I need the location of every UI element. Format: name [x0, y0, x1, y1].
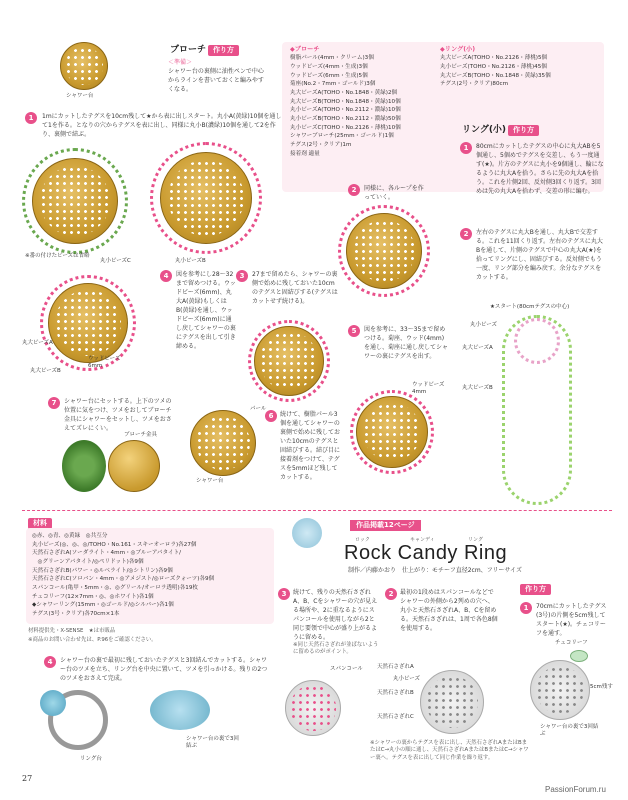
- rc-step-3: [278, 588, 290, 600]
- leaf-illustration: [570, 650, 588, 662]
- label-rc-shower-back: シャワー台の裏で3回結ぶ: [540, 724, 599, 738]
- brooch-step-1: [25, 112, 37, 124]
- step-number: 5: [348, 325, 360, 337]
- ring-small-step-2: [460, 228, 472, 240]
- ring-small-step-1-text: 80cmにカットしたテグスの中心に丸大ABを5個通し、5個めでテグスを交差し、もう一度通す(★)。片方のテグスに丸小を9個通し、輪になるように丸大Aを拾う。さらに先の丸大Aを拾う。これを片側2回、反対側3回くり返す。3回めは先の丸大Aを拾わず、交差の形に編む。: [476, 143, 604, 195]
- materials-brooch-head: ◆ブローチ: [290, 46, 320, 53]
- brooch-prep: [168, 58, 268, 94]
- ring-small-howto-tag: 作り方: [508, 125, 539, 136]
- rock-candy-title: Rock Candy Ring: [344, 542, 508, 564]
- brooch-step-1-text: 1mにカットしたテグスを10cm残して★から表に出しスタート。丸小A(黄緑)10個を通して1を作る。となりの穴からテグスを表に出し、同様に丸小B(濃緑)10個を通して2を作り、裏側で結ぶ。: [42, 113, 282, 138]
- step-number: 4: [44, 656, 56, 668]
- label-wood-6mm: ウッドビーズ 6mm: [88, 356, 121, 370]
- materials-ring-box: [26, 528, 274, 624]
- mat-line: 丸大ビーズA(TOHO・No.2126・薄桃)5個: [440, 55, 548, 62]
- brooch-step-7-text: シャワー台にセットする。上下のツメの位置に気をつけ、ツメをおしてブローチ金具にシャワーをセットし、ツメをおさえてズレにくい。: [64, 398, 172, 432]
- prep-text: シャワー台の裏側に油性ペンで中心からラインを書いておくと編みやすくなる。: [168, 68, 264, 93]
- label-shower: シャワー台: [196, 478, 224, 484]
- materials-ring-small-head: ◆リング(小): [440, 46, 476, 53]
- prep-head: ＜準備＞: [168, 59, 193, 66]
- label-pearl: パール: [250, 406, 267, 412]
- ring-top-illustration: [40, 690, 66, 716]
- label-ring-small: 丸小ビーズ: [470, 322, 498, 328]
- brooch-howto-tag: 作り方: [208, 45, 239, 56]
- mat-line: 丸大ビーズB(TOHO・No.1848・黄緑)10個: [290, 98, 401, 105]
- ring-step-4-text: シャワー台の裏で最初に残しておいたテグスと3回結んでカットする。シャワー台のツメを立ち、リング台を中央に置いて、ツメを引っかける。残りの2つのツメをおさえて完成。: [60, 657, 268, 682]
- rc-step-3-note: ※同じ天然石さざれが並ばないように留めるのがポイント。: [293, 642, 379, 656]
- mat-line: 天然石さざれC(ソロバン・4mm・◎アメジスト/◎ローズクォーツ)各9個: [32, 576, 215, 583]
- step-number: 3: [278, 588, 290, 600]
- mat-line: 丸小ビーズC(TOHO・No.2126・薄桃)10個: [290, 124, 401, 131]
- brooch-diagram-1a: [22, 148, 128, 254]
- mat-line: チェコリーフ(12×7mm・◎、◎ホワイト)各1個: [32, 593, 154, 600]
- rc-step-1-text: 70cmにカットしたテグス(3号)の片側を5cm残してスタート(★)。チェコリーフを通す。: [536, 603, 607, 637]
- mat-line: 菊座(No.2・7mm・ゴールド)3個: [290, 81, 376, 88]
- section-divider: [22, 510, 612, 511]
- brooch-step-6: [265, 410, 277, 422]
- label-round-b: 丸小ビーズB: [175, 258, 206, 264]
- step-number: 3: [236, 270, 248, 282]
- step-number: 1: [520, 602, 532, 614]
- ring-small-flower: [514, 318, 560, 364]
- brooch-step-2: [348, 184, 360, 196]
- label-leaf: チェコリーフ: [555, 640, 588, 646]
- finished-brooch-illustration: [62, 440, 106, 492]
- mat-line: ◆シャワーリング(15mm・◎ゴールド/◎シルバー)各1個: [32, 602, 174, 609]
- brooch-step-4: [160, 270, 172, 282]
- step-number: 2: [385, 588, 397, 600]
- rock-candy-ruby-rock: ロック: [355, 537, 370, 543]
- mat-line: テグス(2号・クリア)80cm: [440, 81, 509, 88]
- mat-line: 丸小ビーズ(TOHO・No.2126・薄桃)45個: [440, 64, 547, 71]
- step-number: 1: [25, 112, 37, 124]
- mat-line: テグス(2号・クリア)1m: [290, 141, 352, 148]
- brooch-step-5-text: 図を参考に、33〜35まで留めつける。菊座、ウッド(4mm)を通し、菊座に通し戻してシャワーの裏にテグスを出す。: [364, 326, 448, 360]
- mat-line: 接着剤 適量: [290, 150, 320, 157]
- mat-color-line: ◎赤、◎青、◎黄緑 ◎共互分: [32, 533, 108, 539]
- ring-step-4: [44, 656, 56, 668]
- shower-base-label: シャワー台: [66, 93, 94, 99]
- rc-step-3-text: 続けて、残りの天然石さざれA、B、Cをシャワーの穴が見える場所や、2に重なるようにスパンコールを使用しながら2と同じ要領で中心が盛り上がるように留める。: [293, 589, 378, 641]
- materials-note-1: 材料提供先・X-SENSE ★は市販品: [28, 628, 116, 634]
- step-number: 2: [460, 228, 472, 240]
- brooch-diagram-1b: [150, 142, 262, 254]
- mat-line: 丸大ビーズA(TOHO・No.1848・黄緑)2個: [290, 89, 398, 96]
- mat-line: ウッドビーズ(6mm・生成)5個: [290, 72, 368, 79]
- mat-line: スパンコール(亀甲・5mm・◎、◎グリール/オーロラ透明)各19枚: [32, 584, 199, 591]
- rock-candy-ruby-candy: キャンディ: [410, 537, 435, 543]
- step-number: 6: [265, 410, 277, 422]
- rc-step-1: [520, 602, 532, 614]
- mat-line: 天然石さざれA(ソーダライト・4mm・◎ブルーアパタイト/: [32, 550, 182, 557]
- mat-line: 丸小ビーズA(TOHO・No.2112・濃緑)10個: [290, 107, 401, 114]
- label-spangle: スパンコール: [330, 666, 363, 672]
- brooch-diagram-5: [350, 390, 434, 474]
- rc-step-2-note: ※シャワーの裏からテグスを表に出し、天然石さざれAまたはBまたはC→丸小の順に通し、天然石さざれAまたはBまたはC→シャワー裏へ。テグスを表に出して同じ作業を繰り返す。: [370, 740, 529, 761]
- label-stone-b: 天然石さざれB: [377, 690, 414, 696]
- mat-line: 丸小ビーズ(◎、◎、◎/TOHO・No.161・スキーオーロラ)各27個: [32, 541, 197, 548]
- site-watermark: PassionForum.ru: [545, 785, 606, 794]
- brooch-step-4-text: 図を参考にし28〜32まで留めつける。ウッドビーズ(6mm)、丸大A(黄緑)もしくはB(黄緑)を通し、ウッドビーズ(6mm)に通し戻してシャワーの裏にテグスを出して引き締める。: [176, 271, 236, 350]
- step-number: 1: [460, 142, 472, 154]
- label-round-big-b: 丸大ビーズB: [30, 368, 61, 374]
- step-number: 4: [160, 270, 172, 282]
- brooch-step-2-text: 同様に、各ループを作っていく。: [364, 185, 424, 201]
- label-ring-base: リング台: [80, 756, 102, 762]
- rock-candy-ruby-ring: リング: [468, 537, 483, 543]
- brooch-step-3-text: 27まで留めたら、シャワーの裏側で始めに残しておいた10cmのテグスと固結びする(テグスはカットせず続ける)。: [252, 271, 338, 305]
- step-number: 2: [348, 184, 360, 196]
- brooch-diagram-6: [190, 410, 256, 476]
- page-number: 27: [22, 774, 33, 783]
- brooch-step-7: [48, 397, 60, 409]
- materials-ring-head: 材料: [28, 518, 52, 529]
- ring-small-title: リング(小): [462, 125, 507, 135]
- brooch-step-6-text: 続けて、樹脂パール3個を通してシャワーの裏側で始めに残しておいた10cmのテグスと固結びする。結び目に接着剤をつけて、テグスを5mmほど残してカットする。: [280, 411, 341, 481]
- rc-diagram-2: [420, 670, 484, 734]
- label-wood-4mm: ウッドビーズ 4mm: [412, 382, 445, 396]
- mat-line: ◎グリーンアパタイト/◎ペリドット)各9個: [32, 558, 144, 565]
- mat-line: ウッドビーズ(4mm・生成)3個: [290, 64, 368, 71]
- label-stone-a: 天然石さざれA: [377, 664, 414, 670]
- ring-start-label: ★スタート(80cmテグスの中心): [490, 304, 570, 310]
- rock-candy-photo: [292, 518, 322, 548]
- rock-candy-howto: 作り方: [520, 584, 551, 595]
- label-stone-c: 天然石さざれC: [377, 714, 414, 720]
- rock-candy-credit: 制作／内藤かおり 仕上がり：モチーフ直径2cm、フリーサイズ: [348, 567, 522, 574]
- materials-brooch: [290, 46, 440, 158]
- materials-ring-small: [440, 46, 600, 89]
- rc-diagram-1: [530, 660, 590, 720]
- mat-line: 樹脂パール(4mm・クリーム)3個: [290, 55, 374, 62]
- rc-step-2-text: 最初の1段めはスパンコールなどでシャワーの外側から2列めの穴へ、丸小と天然石さざれA、B、Cを留める。天然石さざれは、1周で各色8個を使用する。: [400, 589, 498, 632]
- note-omitted-beads: ※番の付けたビーズは省略: [25, 253, 90, 259]
- brooch-step-5: [348, 325, 360, 337]
- materials-note-2: ※商品のお問い合わせ先は、P.96をご確認ください。: [28, 637, 157, 643]
- brooch-title-row: [170, 44, 239, 56]
- step-number: 7: [48, 397, 60, 409]
- brooch-diagram-2: [338, 205, 430, 297]
- mat-line: 丸小ビーズB(TOHO・No.2112・濃緑)50個: [290, 115, 401, 122]
- rock-candy-howto-row: [520, 584, 551, 595]
- label-shower-back: シャワー台の裏で3回結ぶ: [186, 736, 239, 750]
- brooch-step-3: [236, 270, 248, 282]
- ring-small-title-row: [462, 124, 539, 136]
- mat-line: 天然石さざれB(パワー・◎ルベライト/◎シトリン)各9個: [32, 567, 173, 574]
- label-ring-a: 丸大ビーズA: [462, 345, 493, 351]
- ring-small-step-2-text: 左右のテグスに丸大Bを通し、丸大Bで交差する。これを11回くり返す。左右のテグスに丸大Bを通して、片側のテグスで中心の丸大A(★)を拾ってリングにし、固結びする。反対側でもう一度、リング部分を編み戻す。余分なテグスをカットする。: [476, 229, 603, 281]
- label-brooch-metal: ブローチ金具: [124, 432, 158, 438]
- rc-diagram-3: [285, 680, 341, 736]
- mat-line: 丸大ビーズB(TOHO・No.1848・黄緑)35個: [440, 72, 551, 79]
- ring-small-step-1: [460, 142, 472, 154]
- brooch-diagram-3: [248, 320, 330, 402]
- ring-motif-illustration: [150, 690, 210, 730]
- label-ring-b: 丸大ビーズB: [462, 385, 493, 391]
- shower-base-illustration: [60, 42, 108, 90]
- rc-step-2: [385, 588, 397, 600]
- label-round-c: 丸小ビーズC: [100, 258, 131, 264]
- rock-candy-tag: 作品掲載12ページ: [350, 520, 421, 531]
- label-leave5: 5cm残す: [590, 684, 613, 690]
- mat-line: テグス(3号・クリア)各70cm×1本: [32, 610, 120, 617]
- label-round-a: 丸大ビーズA: [22, 340, 53, 346]
- brooch-title: ブローチ: [170, 45, 207, 55]
- label-small: 丸小ビーズ: [393, 676, 421, 682]
- mat-line: シャワーブローチ(25mm・ゴールド)1個: [290, 133, 394, 140]
- brooch-metal-illustration: [108, 440, 160, 492]
